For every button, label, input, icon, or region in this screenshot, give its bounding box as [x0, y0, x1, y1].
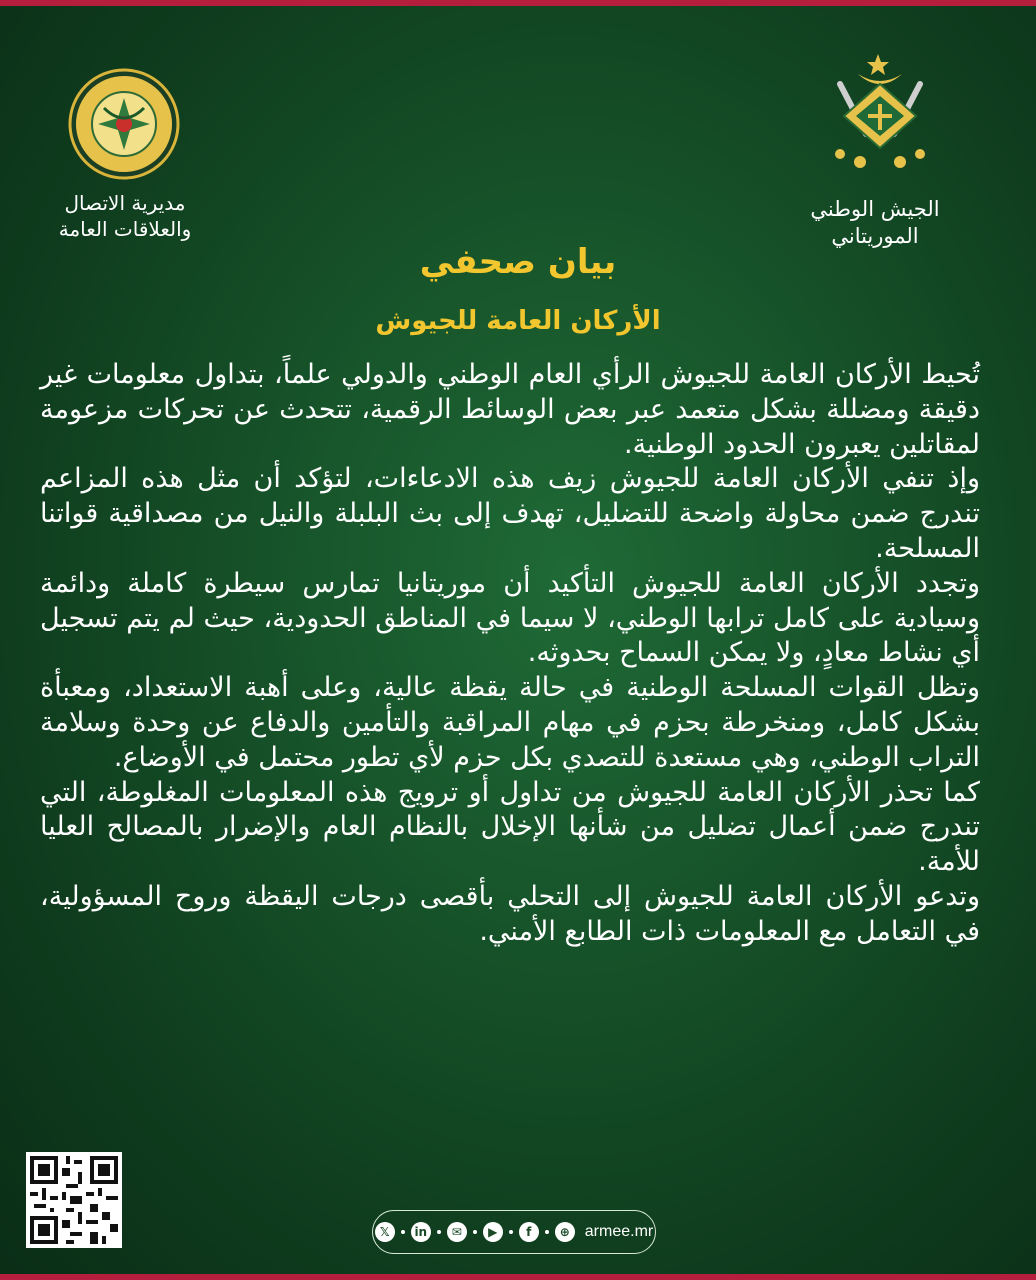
- qr-code[interactable]: [26, 1152, 122, 1248]
- website-link[interactable]: armee.mr: [584, 1223, 654, 1240]
- directorate-name: [30, 190, 220, 242]
- statement-paragraph: كما تحذر الأركان العامة للجيوش من تداول أو ترويج هذه المعلومات المغلوطة، التي تندرج ضمن أعمال تضليل من شأنها الإخلال بالنظام العام والإضرار بالمصالح العليا للأمة.: [40, 776, 980, 878]
- national-army-name-line2: الموريتاني: [831, 224, 919, 248]
- national-army-emblem-logo: [820, 44, 940, 184]
- globe-icon[interactable]: ⊕: [555, 1222, 575, 1242]
- statement-paragraph: وإذ تنفي الأركان العامة للجيوش زيف هذه الادعاءات، لتؤكد أن مثل هذه المزاعم تندرج ضمن محاولة واضحة للتضليل، تهدف إلى بث البلبلة والنيل من مصداقية قواتنا المسلحة.: [40, 463, 980, 564]
- document-subtitle: الأركان العامة للجيوش: [375, 306, 661, 336]
- statement-paragraph: وتظل القوات المسلحة الوطنية في حالة يقظة عالية، وعلى أهبة الاستعداد، ومعبأة بشكل كامل، ومنخرطة بحزم في مهام المراقبة والتأمين والدفاع عن وحدة وسلامة التراب الوطني، وهي مستعدة للتصدي بكل حزم لأي تطور محتمل في الأوضاع.: [40, 672, 980, 773]
- bottom-border-bar: [0, 1274, 1036, 1280]
- x-icon[interactable]: 𝕏: [375, 1222, 395, 1242]
- separator-dot: [509, 1230, 513, 1234]
- youtube-icon[interactable]: ▶: [483, 1222, 503, 1242]
- statement-paragraph: وتدعو الأركان العامة للجيوش إلى التحلي بأقصى درجات اليقظة وروح المسؤولية، في التعامل مع المعلومات ذات الطابع الأمني.: [40, 880, 980, 947]
- statement-body: [40, 358, 980, 950]
- directorate-name-line2: والعلاقات العامة: [58, 217, 192, 241]
- directorate-emblem-logo: [68, 68, 180, 180]
- separator-dot: [545, 1230, 549, 1234]
- social-links-bar: [372, 1210, 656, 1254]
- document-title: بيان صحفي: [419, 242, 617, 282]
- facebook-icon[interactable]: f: [519, 1222, 539, 1242]
- email-icon[interactable]: ✉: [447, 1222, 467, 1242]
- national-army-name-line1: الجيش الوطني: [810, 197, 940, 221]
- separator-dot: [473, 1230, 477, 1234]
- statement-paragraph: وتجدد الأركان العامة للجيوش التأكيد أن موريتانيا تمارس سيطرة كاملة ودائمة وسيادية على كامل ترابها الوطني، لا سيما في المناطق الحدودية، حيث لم يتم تسجيل أي نشاط معادٍ، ولا يمكن السماح بحدوثه.: [40, 567, 980, 669]
- directorate-name-line1: مديرية الاتصال: [64, 191, 186, 215]
- separator-dot: [437, 1230, 441, 1234]
- statement-paragraph: تُحيط الأركان العامة للجيوش الرأي العام الوطني والدولي علماً، بتداول معلومات غير دقيقة ومضللة بشكل متعمد عبر بعض الوسائط الرقمية، تتحدث عن تحركات مزعومة لمقاتلين يعبرون الحدود الوطنية.: [40, 359, 980, 460]
- top-border-bar: [0, 0, 1036, 6]
- linkedin-icon[interactable]: in: [411, 1222, 431, 1242]
- separator-dot: [401, 1230, 405, 1234]
